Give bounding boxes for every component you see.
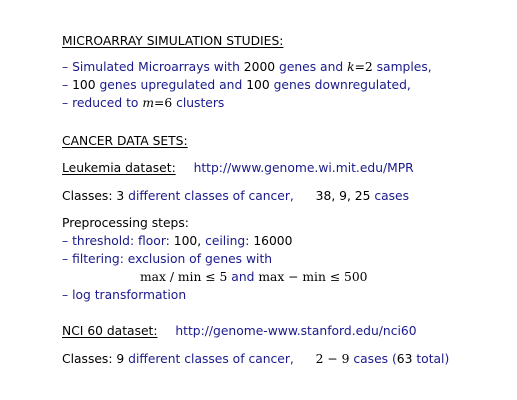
text: samples, bbox=[376, 60, 432, 74]
condition-difference: max − min ≤ 500 bbox=[258, 270, 368, 284]
leukemia-classes-line bbox=[62, 188, 409, 204]
leukemia-line bbox=[62, 160, 414, 176]
nci-line bbox=[62, 323, 417, 339]
bullet-dash: – bbox=[62, 96, 69, 110]
text: cases ( bbox=[353, 352, 397, 366]
leukemia-label: Leukemia dataset: bbox=[62, 161, 176, 175]
number: 16000 bbox=[253, 234, 293, 248]
microarray-line-1 bbox=[62, 59, 432, 75]
math-eq: = bbox=[354, 60, 365, 74]
text: different classes of cancer, bbox=[128, 189, 294, 203]
condition-ratio: max / min ≤ 5 bbox=[140, 270, 228, 284]
microarray-heading: MICROARRAY SIMULATION STUDIES: bbox=[62, 34, 284, 48]
text: filtering: exclusion of genes with bbox=[72, 252, 273, 266]
prep-conditions-line bbox=[140, 269, 368, 285]
text: ceiling: bbox=[205, 234, 250, 248]
number: 100 bbox=[72, 78, 96, 92]
number: 100 bbox=[246, 78, 270, 92]
text: cases bbox=[374, 189, 410, 203]
bullet-dash: – bbox=[62, 60, 69, 74]
numbers: 38, 9, 25 bbox=[315, 189, 371, 203]
math-m: m bbox=[142, 96, 155, 110]
text: threshold: floor: bbox=[72, 234, 170, 248]
leukemia-url[interactable]: http://www.genome.wi.mit.edu/MPR bbox=[193, 161, 414, 175]
prep-heading: Preprocessing steps: bbox=[62, 216, 189, 230]
number: 63 bbox=[396, 352, 413, 366]
math-k: k bbox=[347, 60, 355, 74]
number: 9 bbox=[116, 352, 125, 366]
bullet-dash: – bbox=[62, 288, 69, 302]
text: genes downregulated, bbox=[273, 78, 411, 92]
cancer-heading: CANCER DATA SETS: bbox=[62, 134, 188, 148]
nci-label: NCI 60 dataset: bbox=[62, 324, 158, 338]
bullet-dash: – bbox=[62, 234, 69, 248]
nci-url[interactable]: http://genome-www.stanford.edu/nci60 bbox=[175, 324, 417, 338]
bullet-dash: – bbox=[62, 252, 69, 266]
text: and bbox=[231, 270, 255, 284]
text: total) bbox=[416, 352, 450, 366]
math-value: 2 bbox=[364, 60, 373, 74]
text: clusters bbox=[176, 96, 225, 110]
text: genes and bbox=[279, 60, 344, 74]
math-eq: = bbox=[154, 96, 165, 110]
math-value: 6 bbox=[164, 96, 173, 110]
number: 3 bbox=[116, 189, 125, 203]
text: genes upregulated and bbox=[99, 78, 243, 92]
number: 100, bbox=[173, 234, 202, 248]
microarray-line-3 bbox=[62, 95, 224, 111]
text: log transformation bbox=[72, 288, 187, 302]
classes-label: Classes: bbox=[62, 352, 113, 366]
number: 2000 bbox=[243, 60, 276, 74]
text: Simulated Microarrays with bbox=[72, 60, 240, 74]
text: reduced to bbox=[72, 96, 139, 110]
nci-classes-line bbox=[62, 351, 449, 367]
classes-label: Classes: bbox=[62, 189, 113, 203]
math-range: 2 − 9 bbox=[315, 352, 350, 366]
microarray-line-2 bbox=[62, 77, 411, 93]
prep-log-line bbox=[62, 287, 186, 303]
text: different classes of cancer, bbox=[128, 352, 294, 366]
prep-filtering-line bbox=[62, 251, 272, 267]
bullet-dash: – bbox=[62, 78, 69, 92]
prep-threshold-line bbox=[62, 233, 292, 249]
